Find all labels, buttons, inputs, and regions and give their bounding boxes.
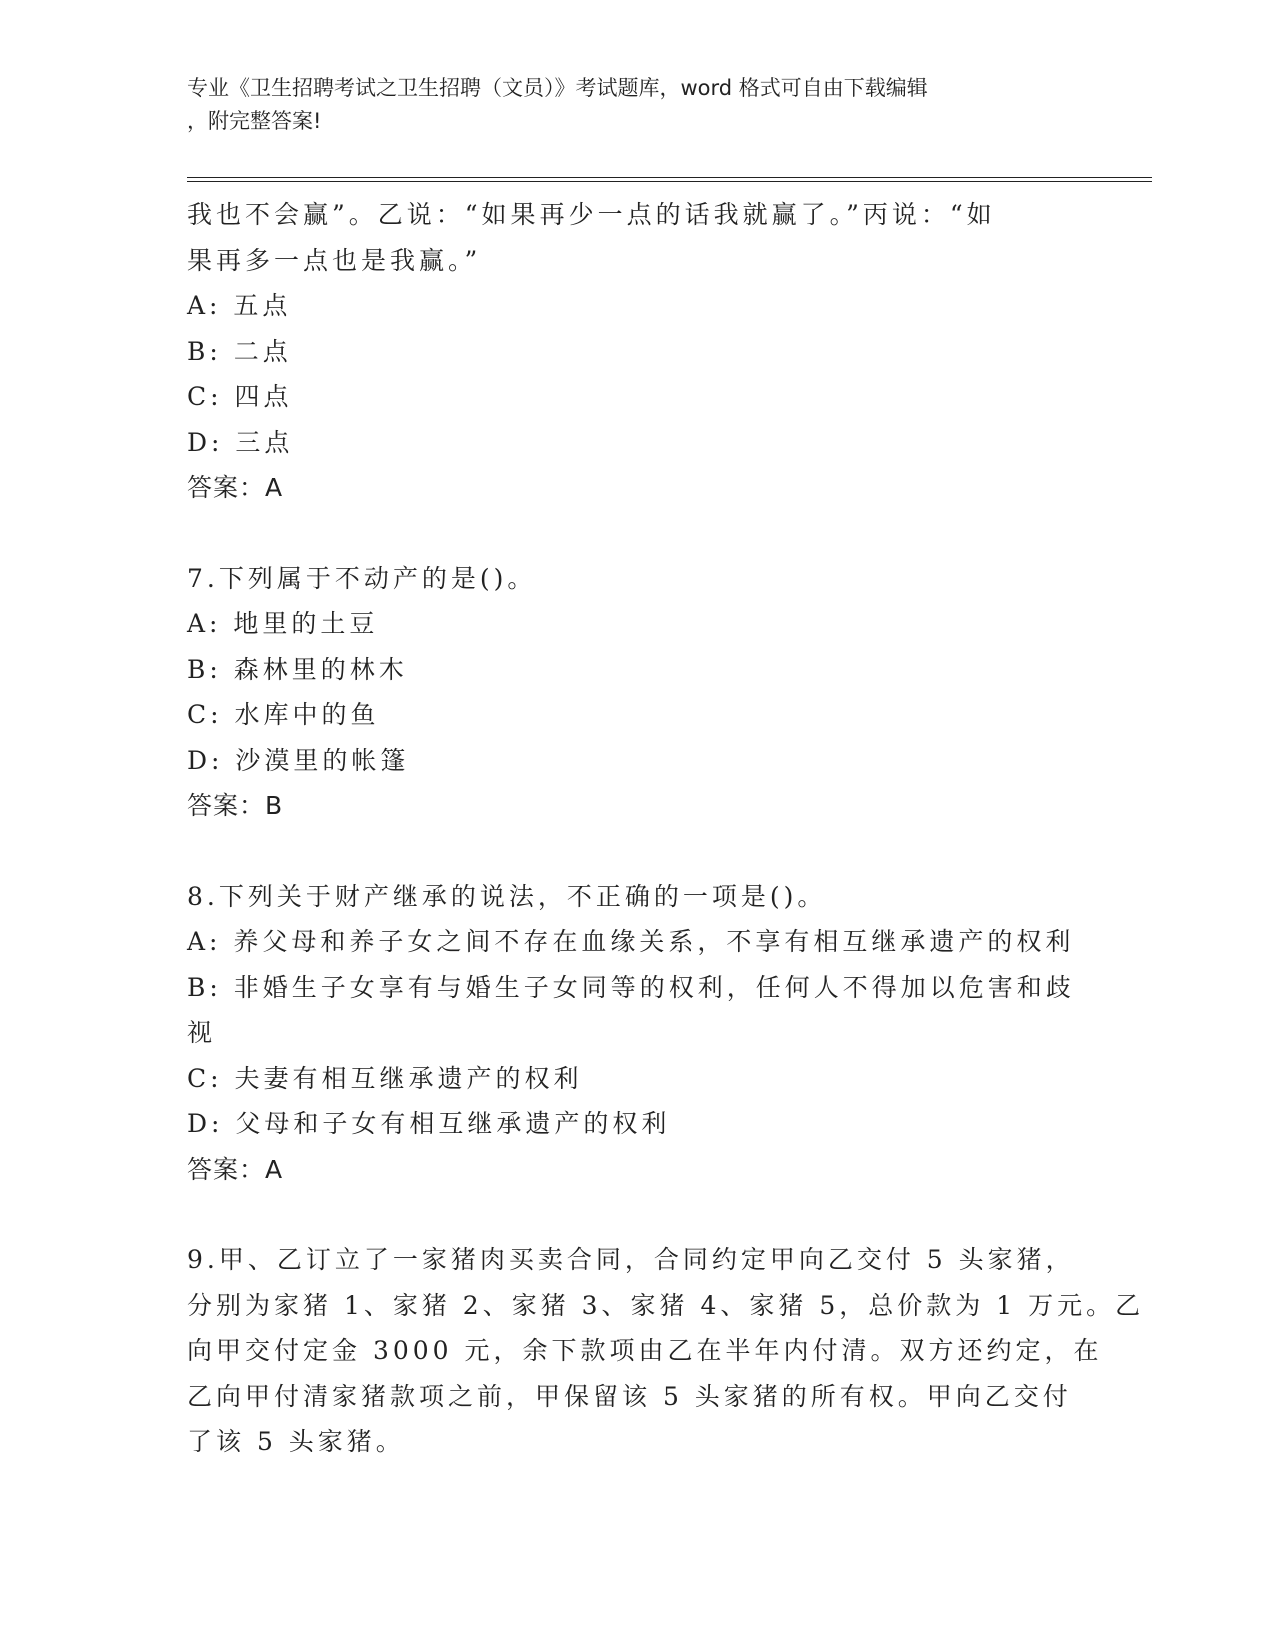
header-line-2: ，附完整答案! [187,109,322,133]
question-text: 果再多一点也是我赢。” [187,245,482,275]
answer: 答案：B [187,791,284,820]
header-line-1: 专业《卫生招聘考试之卫生招聘（文员）》考试题库，word 格式可自由下载编辑 [187,76,928,100]
question-stem: 了该 5 头家猪。 [187,1427,405,1456]
option-b: B: 森林里的林木 [187,654,408,684]
question-6-continued [187,192,1087,511]
option-d: D: 三点 [187,427,294,457]
question-stem: 分别为家猪 1、家猪 2、家猪 3、家猪 4、家猪 5，总价款为 1 万元。乙 [187,1290,1145,1320]
question-stem: 乙向甲付清家猪款项之前，甲保留该 5 头家猪的所有权。甲向乙交付 [187,1381,1072,1411]
option-d: D: 沙漠里的帐篷 [187,745,410,775]
option-a: A: 养父母和养子女之间不存在血缘关系，不享有相互继承遗产的权利 [187,927,1075,956]
option-b: B: 非婚生子女享有与婚生子女同等的权利，任何人不得加以危害和歧 [187,972,1075,1002]
option-d: D: 父母和子女有相互继承遗产的权利 [187,1109,671,1138]
question-8 [187,874,1087,1193]
answer: 答案：A [187,473,284,502]
question-stem: 7.下列属于不动产的是()。 [187,563,537,593]
option-c: C: 水库中的鱼 [187,700,380,729]
question-stem: 8.下列关于财产继承的说法，不正确的一项是()。 [187,881,827,911]
option-a: A: 五点 [187,291,292,320]
question-9 [187,1237,1145,1465]
header-divider [187,177,1152,182]
answer: 答案：A [187,1154,284,1184]
question-text: 我也不会赢”。乙说：“如果再少一点的话我就赢了。”丙说：“如 [187,200,996,229]
question-7 [187,556,1087,829]
question-stem: 向甲交付定金 3000 元，余下款项由乙在半年内付清。双方还约定，在 [187,1336,1103,1365]
option-c: C: 四点 [187,382,293,411]
option-a: A: 地里的土豆 [187,609,379,638]
option-c: C: 夫妻有相互继承遗产的权利 [187,1063,583,1093]
option-b: B: 二点 [187,336,292,366]
question-stem: 9.甲、乙订立了一家猪肉买卖合同，合同约定甲向乙交付 5 头家猪， [187,1245,1075,1274]
option-b-continued: 视 [187,1018,217,1047]
document-body [187,192,1145,1465]
page-header [187,72,1087,138]
